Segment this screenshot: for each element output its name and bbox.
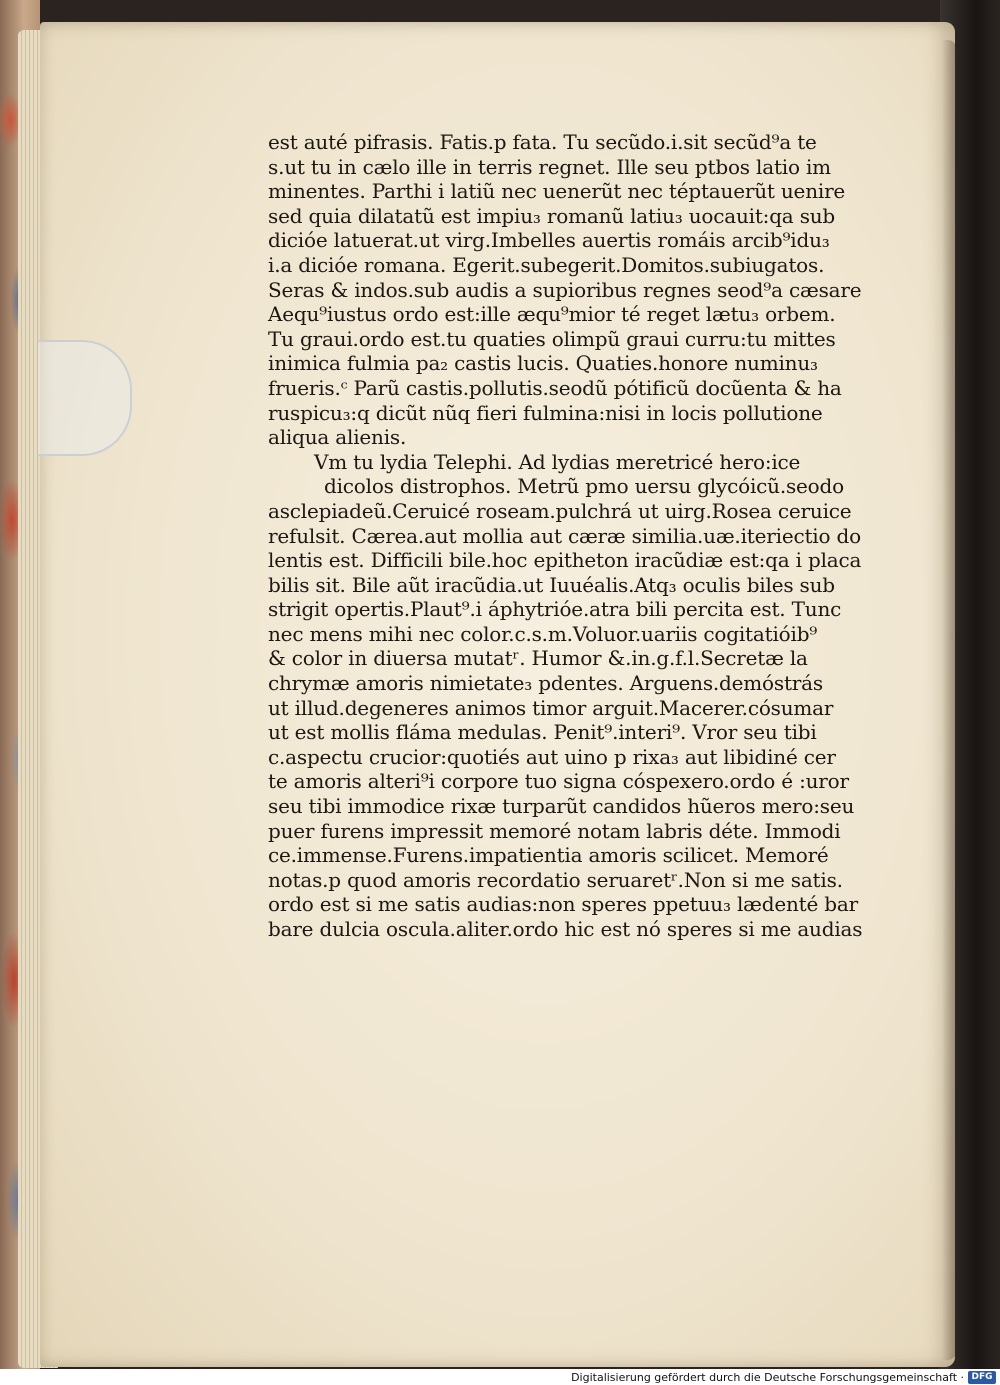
text-line: sed quia dilatatũ est impiu₃ romanũ latiu₃ uocauit:qa sub <box>268 203 836 228</box>
funding-credit: Digitalisierung gefördert durch die Deutsche Forschungsgemeinschaft · <box>571 1371 964 1384</box>
text-line: notas.p quod amoris recordatio seruaretʳ.Non si me satis. <box>268 867 843 892</box>
text-line: refulsit. Cærea.aut mollia aut cæræ similia.uæ.iteriectio do <box>268 523 861 548</box>
dfg-logo: DFG <box>968 1371 996 1384</box>
text-line: frueris.ᶜ Parũ castis.pollutis.seodũ pótificũ docũenta & ha <box>268 375 842 400</box>
text-line: Seras & indos.sub audis a supioribus regnes seod⁹a cæsare <box>268 277 862 302</box>
page-fold-shadow <box>942 40 956 1360</box>
text-line: inimica fulmia pa₂ castis lucis. Quaties.honore numinu₃ <box>268 351 818 376</box>
paper-clip-icon <box>38 340 132 456</box>
text-line: ce.immense.Furens.impatientia amoris scilicet. Memoré <box>268 843 829 868</box>
text-line: ut est mollis fláma medulas. Penit⁹.interi⁹. Vror seu tibi <box>268 720 817 745</box>
text-line: asclepiadeũ.Ceruicé roseam.pulchrá ut uirg.Rosea ceruice <box>268 498 852 523</box>
text-line: te amoris alteri⁹i corpore tuo signa cóspexero.ordo é :uror <box>268 769 849 794</box>
footer-bar <box>0 1369 1000 1385</box>
text-line: minentes. Parthi i latiũ nec uenerũt nec téptauerũt uenire <box>268 179 846 204</box>
text-line: chrymæ amoris nimietate₃ pdentes. Arguens.demóstrás <box>268 671 823 696</box>
page-text <box>268 130 863 942</box>
text-line: c.aspectu crucior:quotiés aut uino p rixa₃ aut libidiné cer <box>268 744 836 769</box>
text-line: est auté pifrasis. Fatis.p fata. Tu secũdo.i.sit secũd⁹a te <box>268 130 817 154</box>
text-line: Tu graui.ordo est.tu quaties olimpũ graui curru:tu mittes <box>268 326 836 351</box>
text-line: strigit opertis.Plaut⁹.i áphytrióe.atra bili percita est. Tunc <box>268 597 842 622</box>
text-line: lentis est. Difficili bile.hoc epitheton iracũdiæ est:qa i placa <box>268 548 862 573</box>
text-line: bilis sit. Bile aũt iracũdia.ut Iuuéalis.Atq₃ oculis biles sub <box>268 572 835 597</box>
text-line: ruspicu₃:q dicũt nũq fieri fulmina:nisi in locis pollutione <box>268 400 823 425</box>
text-line: i.a dicióe romana. Egerit.subegerit.Domitos.subiugatos. <box>268 252 825 277</box>
text-line: dicióe latuerat.ut virg.Imbelles auertis romáis arcib⁹idu₃ <box>268 228 830 253</box>
text-line: s.ut tu in cælo ille in terris regnet. Ille seu ptbos latio im <box>268 154 831 179</box>
text-line: ut illud.degeneres animos timor arguit.Macerer.cósumar <box>268 695 834 720</box>
text-line: nec mens mihi nec color.c.s.m.Voluor.uariis cogitatióib⁹ <box>268 621 818 646</box>
text-line: puer furens impressit memoré notam labris déte. Immodi <box>268 818 841 843</box>
text-line: Aequ⁹iustus ordo est:ille æqu⁹mior té reget lætu₃ orbem. <box>268 302 836 327</box>
text-line: aliqua alienis. <box>268 425 407 450</box>
text-line-initial: Vm tu lydia Telephi. Ad lydias meretricé hero:ice <box>314 449 801 474</box>
text-line: bare dulcia oscula.aliter.ordo hic est nó speres si me audias <box>268 917 863 941</box>
text-line: & color in diuersa mutatʳ. Humor &.in.g.f.l.Secretæ la <box>268 646 808 671</box>
text-line: dicolos distrophos. Metrũ pmo uersu glycóicũ.seodo <box>324 474 844 499</box>
text-line: ordo est si me satis audias:non speres ppetuu₃ lædenté bar <box>268 892 858 917</box>
text-line: seu tibi immodice rixæ turparũt candidos hũeros mero:seu <box>268 794 855 819</box>
